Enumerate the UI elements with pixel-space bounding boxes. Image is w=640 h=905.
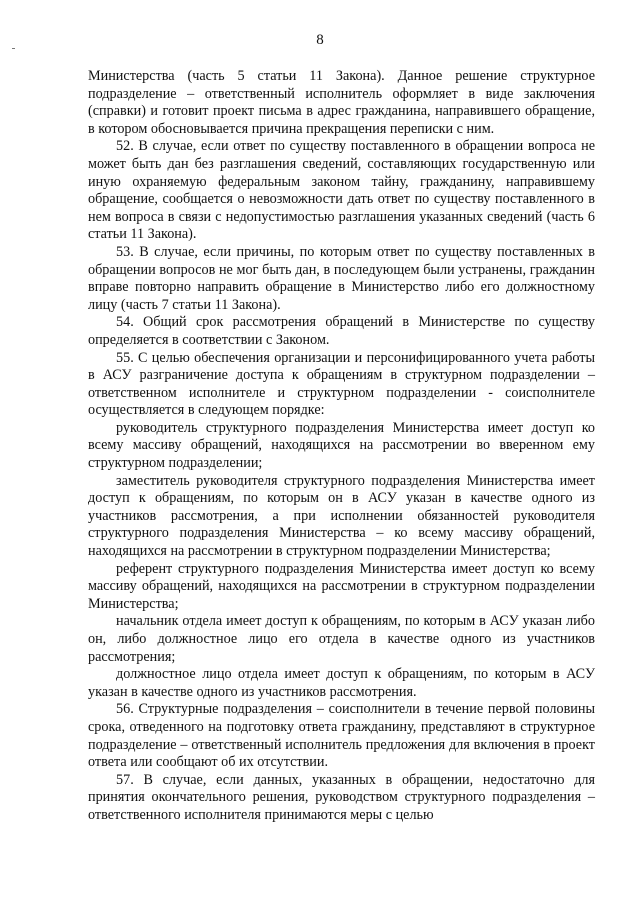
- paragraph-55-item-official: должностное лицо отдела имеет доступ к обращениям, по которым в АСУ указан в качестве одного из участников рассмотрения.: [88, 666, 595, 700]
- paragraph-55: 55. С целью обеспечения организации и персонифицированного учета работы в АСУ разграничение доступа к обращениям в структурном подразделении – ответственном исполнителе и структурном подразделении - соисполнителе осуществляется в следующем порядке:: [88, 349, 595, 419]
- page-number: 8: [316, 32, 324, 48]
- paragraph-1: Министерства (часть 5 статьи 11 Закона). Данное решение структурное подразделение – ответственный исполнитель оформляет в виде заключения (справки) и готовит проект письма в адрес гражданина, направившего обращение, в котором обосновывается причина прекращения переписки с ним.: [88, 68, 595, 137]
- paragraph-55-item-head: руководитель структурного подразделения Министерства имеет доступ ко всему массиву обращений, находящихся на рассмотрении во вверенном ему структурном подразделении;: [88, 419, 595, 472]
- paragraph-54: 54. Общий срок рассмотрения обращений в Министерстве по существу определяется в соответствии с Законом.: [88, 314, 595, 348]
- paragraph-52: 52. В случае, если ответ по существу поставленного в обращении вопроса не может быть дан без разглашения сведений, составляющих государственную или иную охраняемую федеральным законом тайну, гражданину, направившему обращение, сообщается о невозможности дать ответ по существу поставленного в нем вопроса в связи с недопустимостью разглашения указанных сведений (часть 6 статьи 11 Закона).: [88, 138, 595, 243]
- body-text: [88, 68, 595, 825]
- paragraph-55-item-referent: референт структурного подразделения Министерства имеет доступ ко всему массиву обращений, находящихся на рассмотрении в структурном подразделении Министерства;: [88, 560, 595, 612]
- paragraph-57: 57. В случае, если данных, указанных в обращении, недостаточно для принятия окончательного решения, руководством структурного подразделения – ответственного исполнителя принимаются меры с целью: [88, 771, 595, 823]
- paragraph-55-item-deputy: заместитель руководителя структурного подразделения Министерства имеет доступ к обращениям, по которым он в АСУ указан в качестве одного из участников рассмотрения, а при исполнении обязанностей руководителя структурного подразделения Министерства – ко всему массиву обращений, находящихся на рассмотрении в структурном подразделении Министерства;: [88, 472, 595, 560]
- paragraph-53: 53. В случае, если причины, по которым ответ по существу поставленных в обращении вопросов не мог быть дан, в последующем были устранены, гражданин вправе повторно направить обращение в Министерство либо его должностному лицу (часть 7 статьи 11 Закона).: [88, 243, 595, 313]
- paragraph-55-item-dept-chief: начальник отдела имеет доступ к обращениям, по которым в АСУ указан либо он, либо должностное лицо его отдела в качестве одного из участников рассмотрения;: [88, 613, 595, 665]
- paragraph-56: 56. Структурные подразделения – соисполнители в течение первой половины срока, отведенного на подготовку ответа гражданину, представляют в структурное подразделение – ответственный исполнитель предложения для включения в проект ответа или сообщают об их отсутствии.: [88, 701, 595, 771]
